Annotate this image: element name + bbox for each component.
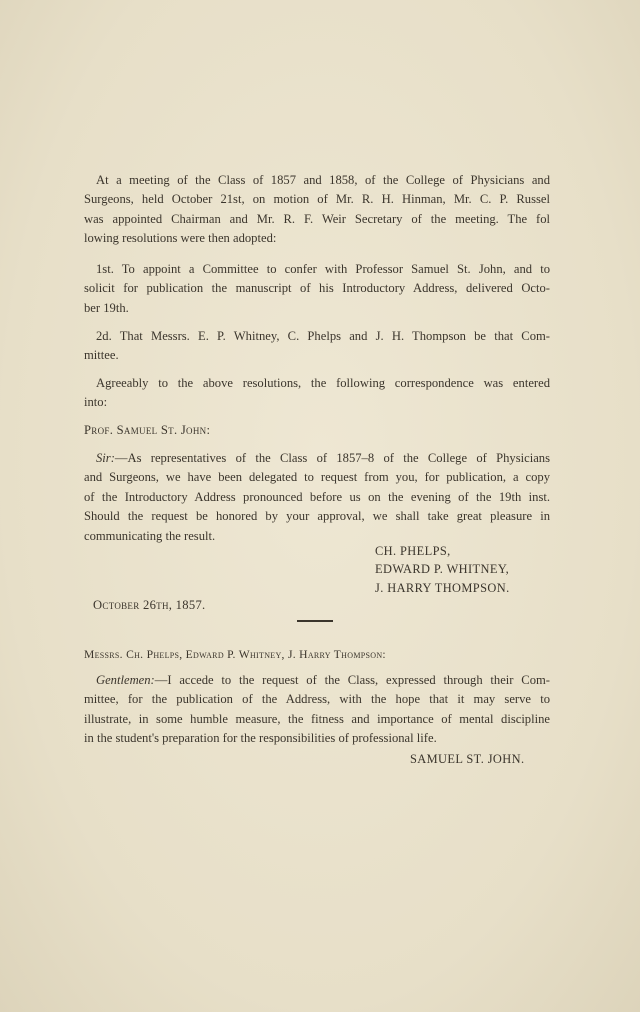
- text-line: Should the request be honored by your approval, we shall take great pleasure in: [84, 509, 550, 524]
- text-line: mittee.: [84, 348, 119, 363]
- text-line: and Surgeons, we have been delegated to request from you, for publication, a copy: [84, 470, 550, 485]
- divider-rule: [297, 620, 333, 622]
- text-line: mittee, for the publication of the Address, with the hope that it may serve to: [84, 692, 550, 707]
- date-line: October 26th, 1857.: [93, 598, 206, 612]
- text-line: 1st. To appoint a Committee to confer with Professor Samuel St. John, and to: [96, 262, 550, 276]
- text-line: illustrate, in some humble measure, the fitness and importance of mental discipline: [84, 711, 550, 726]
- text-line: Gentlemen:—I accede to the request of the Class, expressed through their Com-: [96, 673, 550, 687]
- text-line: ber 19th.: [84, 300, 129, 315]
- letter-date: [93, 596, 559, 615]
- signature-line: J. HARRY THOMPSON.: [375, 580, 510, 595]
- text-line: 2d. That Messrs. E. P. Whitney, C. Phelps and J. H. Thompson be that Com-: [96, 329, 550, 343]
- text-line: Surgeons, held October 21st, on motion of Mr. R. H. Hinman, Mr. C. P. Russel: [84, 192, 550, 207]
- text-line: of the Introductory Address pronounced before us on the evening of the 19th inst.: [84, 489, 550, 504]
- signature-line: CH. PHELPS,: [375, 544, 451, 558]
- letter-reply: [84, 671, 550, 749]
- resolution-first: [84, 260, 550, 318]
- signature-line: EDWARD P. WHITNEY,: [375, 562, 510, 577]
- text-line: Agreeably to the above resolutions, the following correspondence was entered: [96, 376, 550, 390]
- letter-from-committee: [84, 449, 550, 546]
- professor-signature: [410, 750, 524, 768]
- addressee-line: Messrs. Ch. Phelps, Edward P. Whitney, J. Harry Thompson:: [84, 648, 386, 661]
- addressee-committee: [84, 645, 550, 664]
- text-line: communicating the result.: [84, 528, 216, 543]
- salutation: Sir:: [96, 451, 115, 465]
- text-line: in the student's preparation for the responsibilities of professional life.: [84, 731, 437, 746]
- text-line: lowing resolutions were then adopted:: [84, 231, 277, 246]
- text-line: solicit for publication the manuscript of his Introductory Address, delivered Octo-: [84, 281, 550, 296]
- text-line: Sir:—As representatives of the Class of 1857–8 of the College of Physicians: [96, 451, 550, 465]
- signature-line: SAMUEL ST. JOHN.: [410, 752, 525, 766]
- correspondence-intro: [84, 374, 550, 413]
- text-line: into:: [84, 395, 108, 410]
- salutation: Gentlemen:: [96, 673, 155, 687]
- text-line: was appointed Chairman and Mr. R. F. Weir Secretary of the meeting. The fol: [84, 211, 550, 226]
- addressee-professor: [84, 421, 550, 440]
- committee-signatures: [375, 542, 510, 597]
- addressee-line: Prof. Samuel St. John:: [84, 423, 211, 437]
- meeting-paragraph: [84, 171, 550, 249]
- resolution-second: [84, 327, 550, 366]
- text-line: At a meeting of the Class of 1857 and 1858, of the College of Physicians and: [96, 173, 550, 187]
